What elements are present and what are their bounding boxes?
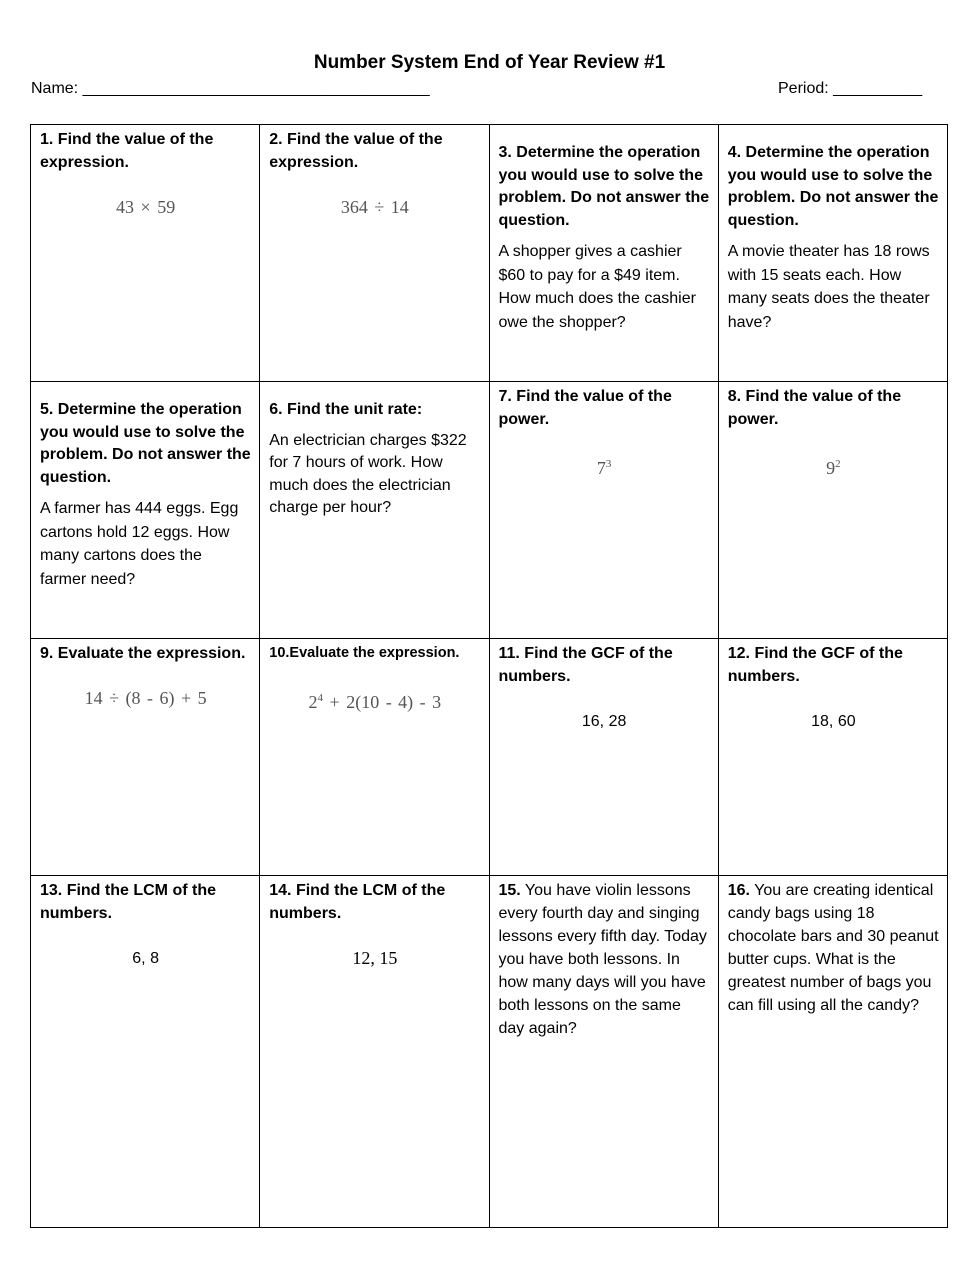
grid-row-1 bbox=[31, 125, 948, 382]
question-13-prompt: 13. Find the LCM of the numbers. bbox=[40, 882, 216, 922]
question-10-cell bbox=[260, 639, 489, 876]
question-16-cell bbox=[718, 876, 947, 1228]
question-7-exponent: 3 bbox=[605, 458, 612, 470]
question-12-cell bbox=[718, 639, 947, 876]
question-13-cell bbox=[31, 876, 260, 1228]
question-10-exponent: 4 bbox=[317, 692, 324, 704]
question-9-expression: 14 ÷ (8 - 6) + 5 bbox=[84, 688, 207, 708]
question-16-label: 16. bbox=[727, 882, 750, 899]
question-15-problem: You have violin lessons every fourth day and singing lessons every fifth day. Today you have both lessons. In how many days will you have both lessons on the same day again? bbox=[498, 882, 707, 1037]
question-12-numbers: 18, 60 bbox=[811, 713, 856, 730]
question-10-prompt: 10.Evaluate the expression. bbox=[269, 645, 460, 661]
question-8-exponent: 2 bbox=[835, 458, 841, 470]
question-5-prompt: 5. Determine the operation you would use to solve the problem. Do not answer the question. bbox=[40, 401, 251, 486]
question-4-problem: A movie theater has 18 rows with 15 seats each. How many seats does the theater have? bbox=[727, 243, 930, 331]
question-4-cell bbox=[718, 125, 947, 382]
question-15-cell bbox=[489, 876, 718, 1228]
grid-row-3 bbox=[31, 639, 948, 876]
name-field-line: Name: _______________________________________ bbox=[31, 80, 430, 97]
question-10-base: 2 bbox=[308, 692, 318, 712]
question-11-numbers: 16, 28 bbox=[581, 713, 627, 730]
question-6-problem: An electrician charges $322 for 7 hours of work. How much does the electrician charge per hour? bbox=[269, 431, 467, 516]
question-8-prompt: 8. Find the value of the power. bbox=[727, 388, 902, 428]
question-16-problem: You are creating identical candy bags using 18 chocolate bars and 30 peanut butter cups. What is the greatest number of bags you can fill using all the candy? bbox=[727, 882, 939, 1014]
question-2-prompt: 2. Find the value of the expression. bbox=[269, 131, 443, 171]
grid-row-4 bbox=[31, 876, 948, 1228]
question-7-cell bbox=[489, 382, 718, 639]
question-3-cell bbox=[489, 125, 718, 382]
question-13-numbers: 6, 8 bbox=[132, 950, 159, 967]
question-9-prompt: 9. Evaluate the expression. bbox=[40, 645, 246, 662]
question-15-text bbox=[499, 879, 710, 1040]
question-10-expression bbox=[269, 687, 480, 714]
question-9-cell bbox=[31, 639, 260, 876]
question-5-cell bbox=[31, 382, 260, 639]
question-15-label: 15. bbox=[498, 882, 521, 899]
question-8-cell bbox=[718, 382, 947, 639]
question-14-prompt: 14. Find the LCM of the numbers. bbox=[269, 882, 446, 922]
question-7-power bbox=[499, 453, 710, 480]
period-field-line: Period: __________ bbox=[778, 80, 923, 97]
question-2-cell bbox=[260, 125, 489, 382]
question-6-cell bbox=[260, 382, 489, 639]
question-12-prompt: 12. Find the GCF of the numbers. bbox=[727, 645, 903, 685]
question-1-prompt: 1. Find the value of the expression. bbox=[40, 131, 214, 171]
question-5-problem: A farmer has 444 eggs. Egg cartons hold 12 eggs. How many cartons does the farmer need? bbox=[40, 500, 239, 588]
question-3-prompt: 3. Determine the operation you would use to solve the problem. Do not answer the question. bbox=[498, 144, 710, 229]
question-10-expression-rest: + 2(10 - 4) - 3 bbox=[329, 692, 442, 712]
question-1-expression: 43 × 59 bbox=[116, 197, 176, 217]
question-8-base: 9 bbox=[826, 458, 836, 478]
question-6-prompt: 6. Find the unit rate: bbox=[269, 401, 423, 418]
question-16-text bbox=[728, 879, 939, 1017]
question-2-expression: 364 ÷ 14 bbox=[340, 197, 409, 217]
page-title: Number System End of Year Review #1 bbox=[313, 52, 666, 73]
question-8-power bbox=[728, 453, 939, 480]
question-4-prompt: 4. Determine the operation you would use to solve the problem. Do not answer the question. bbox=[727, 144, 939, 229]
question-14-cell bbox=[260, 876, 489, 1228]
question-7-base: 7 bbox=[596, 458, 606, 478]
question-grid bbox=[30, 124, 948, 1228]
question-11-cell bbox=[489, 639, 718, 876]
question-1-cell bbox=[31, 125, 260, 382]
question-7-prompt: 7. Find the value of the power. bbox=[498, 388, 672, 428]
question-11-prompt: 11. Find the GCF of the numbers. bbox=[498, 645, 673, 685]
grid-row-2 bbox=[31, 382, 948, 639]
question-14-numbers: 12, 15 bbox=[352, 948, 398, 968]
question-3-problem: A shopper gives a cashier $60 to pay for a $49 item. How much does the cashier owe the shopper? bbox=[498, 243, 696, 331]
